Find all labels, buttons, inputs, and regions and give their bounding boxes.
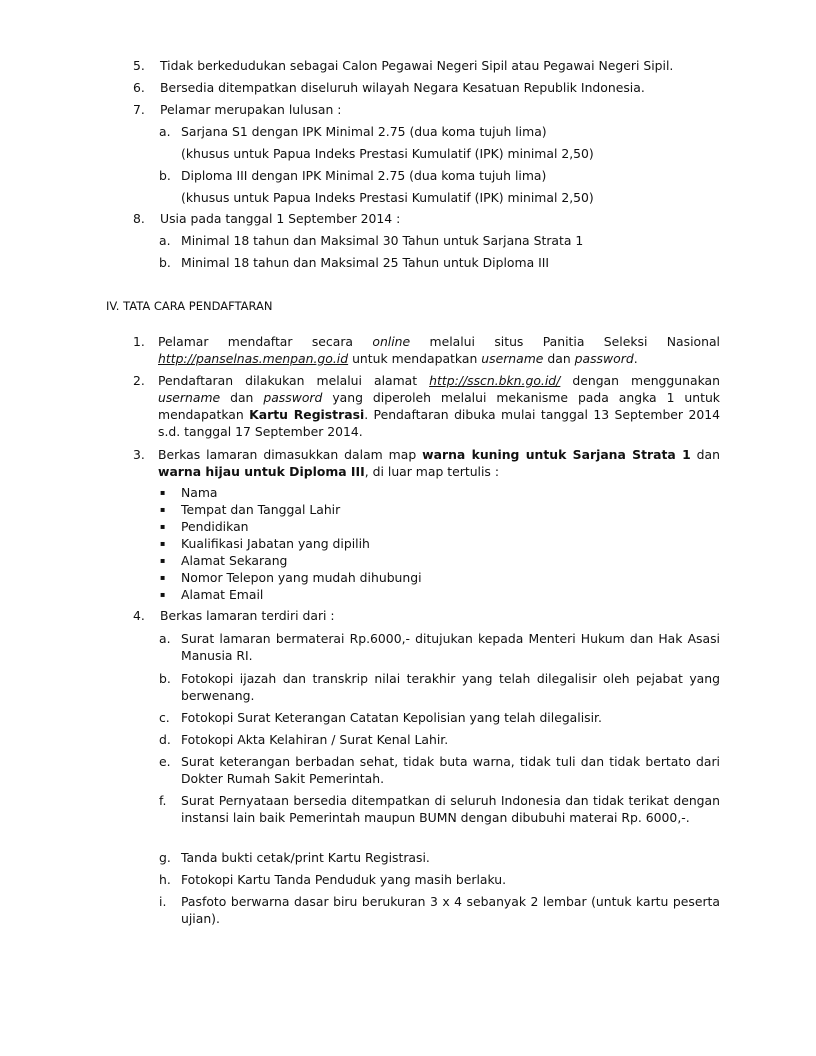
requirement-7a-text: Sarjana S1 dengan IPK Minimal 2.75 (dua koma tujuh lima) xyxy=(181,124,547,139)
sub-letter: a. xyxy=(159,124,171,139)
bullet-icon: ▪ xyxy=(160,573,166,582)
sub-letter: g. xyxy=(159,850,171,865)
sub-letter: h. xyxy=(159,872,171,887)
item-4f-text: Surat Pernyataan bersedia ditempatkan di seluruh Indonesia dan tidak terikat dengan instansi lain baik Pemerintah maupun BUMN dengan dibubuhi materai Rp. 6000,-. xyxy=(181,793,720,825)
requirement-7b-note: (khusus untuk Papua Indeks Prestasi Kumulatif (IPK) minimal 2,50) xyxy=(181,190,594,205)
bullet-icon: ▪ xyxy=(160,505,166,514)
sub-letter: b. xyxy=(159,168,171,183)
item-4h-text: Fotokopi Kartu Tanda Penduduk yang masih berlaku. xyxy=(181,872,507,887)
requirement-7-text: Pelamar merupakan lulusan : xyxy=(160,102,342,117)
bullet-item: Kualifikasi Jabatan yang dipilih xyxy=(181,536,370,551)
item-4g-text: Tanda bukti cetak/print Kartu Registrasi. xyxy=(181,850,430,865)
item-number: 7. xyxy=(133,102,145,117)
requirement-7a-note: (khusus untuk Papua Indeks Prestasi Kumulatif (IPK) minimal 2,50) xyxy=(181,146,594,161)
requirement-6-text: Bersedia ditempatkan diseluruh wilayah Negara Kesatuan Republik Indonesia. xyxy=(160,80,645,95)
requirement-8a-text: Minimal 18 tahun dan Maksimal 30 Tahun untuk Sarjana Strata 1 xyxy=(181,233,584,248)
item-number: 2. xyxy=(133,373,145,388)
sub-letter: a. xyxy=(159,631,171,646)
bullet-icon: ▪ xyxy=(160,556,166,565)
item-4d-text: Fotokopi Akta Kelahiran / Surat Kenal Lahir. xyxy=(181,732,449,747)
item-number: 5. xyxy=(133,58,145,73)
sub-letter: b. xyxy=(159,671,171,686)
item-number: 4. xyxy=(133,608,145,623)
bullet-item: Alamat Email xyxy=(181,587,264,602)
item-4i-text: Pasfoto berwarna dasar biru berukuran 3 x 4 sebanyak 2 lembar (untuk kartu peserta ujian). xyxy=(181,894,720,926)
item-number: 6. xyxy=(133,80,145,95)
sub-letter: i. xyxy=(159,894,167,909)
section-heading: IV. TATA CARA PENDAFTARAN xyxy=(106,299,273,313)
item-4e-text: Surat keterangan berbadan sehat, tidak buta warna, tidak tuli dan tidak bertato dari Dokter Rumah Sakit Pemerintah. xyxy=(181,754,720,786)
requirement-8b-text: Minimal 18 tahun dan Maksimal 25 Tahun untuk Diploma III xyxy=(181,255,550,270)
item-4b-text: Fotokopi ijazah dan transkrip nilai terakhir yang telah dilegalisir oleh pejabat yang berwenang. xyxy=(181,671,720,703)
panselnas-link[interactable]: http://panselnas.menpan.go.id xyxy=(158,351,349,366)
sub-letter: c. xyxy=(159,710,170,725)
sub-letter: f. xyxy=(159,793,167,808)
sub-letter: e. xyxy=(159,754,171,769)
item-4a-text: Surat lamaran bermaterai Rp.6000,- ditujukan kepada Menteri Hukum dan Hak Asasi Manusia RI. xyxy=(181,631,720,663)
bullet-icon: ▪ xyxy=(160,590,166,599)
sscn-link[interactable]: http://sscn.bkn.go.id/ xyxy=(429,373,561,388)
item-4c-text: Fotokopi Surat Keterangan Catatan Kepolisian yang telah dilegalisir. xyxy=(181,710,602,725)
item-4-text: Berkas lamaran terdiri dari : xyxy=(160,608,335,623)
bullet-item: Pendidikan xyxy=(181,519,249,534)
requirement-5-text: Tidak berkedudukan sebagai Calon Pegawai Negeri Sipil atau Pegawai Negeri Sipil. xyxy=(160,58,674,73)
requirement-7b-text: Diploma III dengan IPK Minimal 2.75 (dua koma tujuh lima) xyxy=(181,168,547,183)
bullet-item: Tempat dan Tanggal Lahir xyxy=(181,502,341,517)
bullet-icon: ▪ xyxy=(160,539,166,548)
item-2-paragraph: Pendaftaran dilakukan melalui alamat http://sscn.bkn.go.id/ dengan menggunakan username dan password yang diperoleh melalui mekanisme pada angka 1 untuk mendapatkan Kartu Registrasi. Pendaftaran dibuka mulai tanggal 13 September 2014 s.d. tanggal 17 September 2014. xyxy=(158,373,720,439)
item-number: 1. xyxy=(133,334,145,349)
bullet-item: Nomor Telepon yang mudah dihubungi xyxy=(181,570,422,585)
item-3-paragraph: Berkas lamaran dimasukkan dalam map warna kuning untuk Sarjana Strata 1 dan warna hijau untuk Diploma III, di luar map tertulis : xyxy=(158,447,720,479)
requirement-8-text: Usia pada tanggal 1 September 2014 : xyxy=(160,211,401,226)
sub-letter: a. xyxy=(159,233,171,248)
bullet-icon: ▪ xyxy=(160,488,166,497)
sub-letter: b. xyxy=(159,255,171,270)
item-number: 8. xyxy=(133,211,145,226)
bullet-icon: ▪ xyxy=(160,522,166,531)
sub-letter: d. xyxy=(159,732,171,747)
item-1-paragraph: Pelamar mendaftar secara online melalui situs Panitia Seleksi Nasional http://panselnas.menpan.go.id untuk mendapatkan username dan password. xyxy=(158,334,720,366)
bullet-item: Nama xyxy=(181,485,218,500)
item-number: 3. xyxy=(133,447,145,462)
bullet-item: Alamat Sekarang xyxy=(181,553,288,568)
